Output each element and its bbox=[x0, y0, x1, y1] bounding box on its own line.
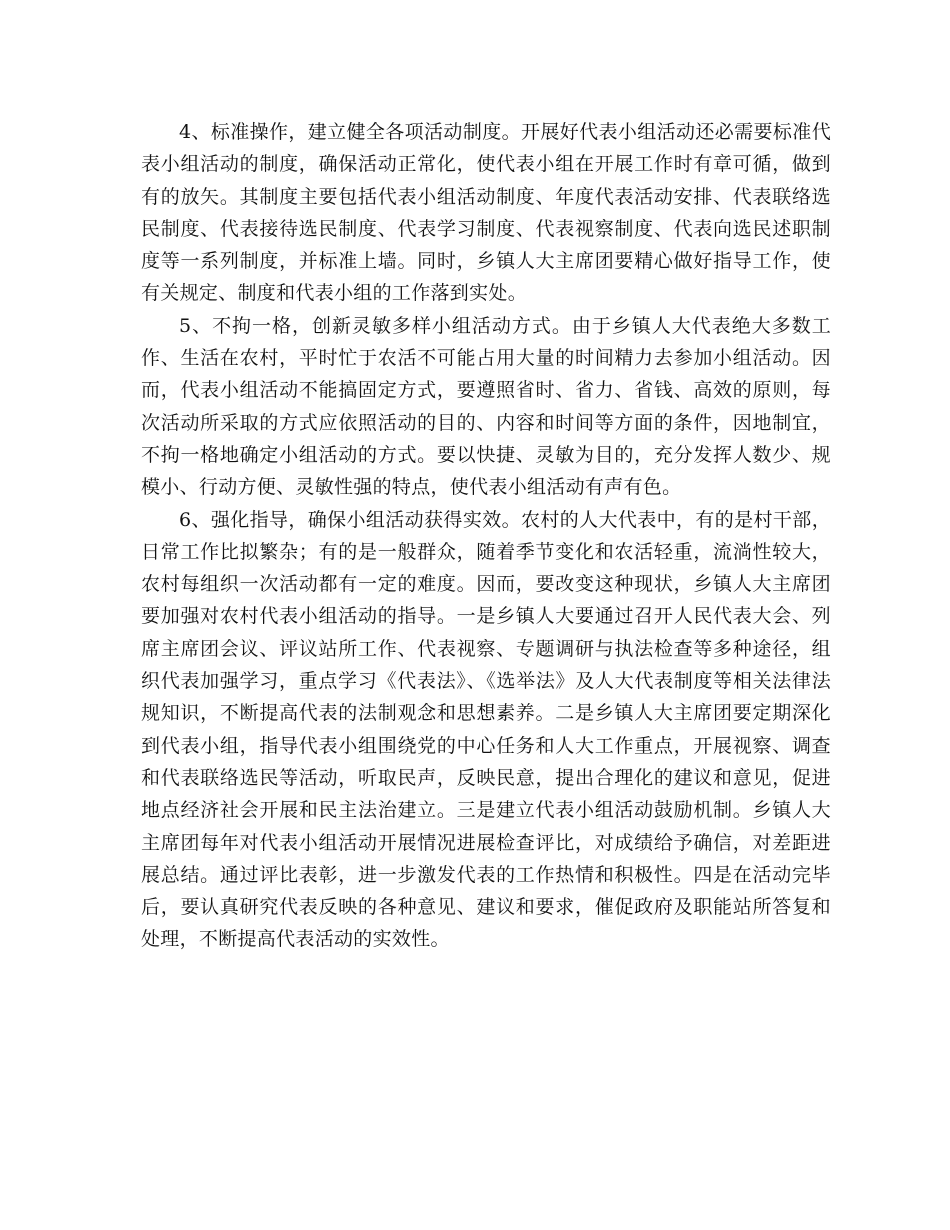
paragraph-5-flexible-activities: 5、不拘一格，创新灵敏多样小组活动方式。由于乡镇人大代表绝大多数工作、生活在农村，平时忙于农活不可能占用大量的时间精力去参加小组活动。因而，代表小组活动不能搞固定方式，要遵照省时、省力、省钱、高效的原则，每次活动所采取的方式应依照活动的目的、内容和时间等方面的条件，因地制宜，不拘一格地确定小组活动的方式。要以快捷、灵敏为目的，充分发挥人数少、规模小、行动方便、灵敏性强的特点，使代表小组活动有声有色。 bbox=[141, 314, 831, 499]
paragraph-4-standard-operation: 4、标准操作，建立健全各项活动制度。开展好代表小组活动还必需要标准代表小组活动的制度，确保活动正常化，使代表小组在开展工作时有章可循，做到有的放矢。其制度主要包括代表小组活动制度、年度代表活动安排、代表联络选民制度、代表接待选民制度、代表学习制度、代表视察制度、代表向选民述职制度等一系列制度，并标准上墙。同时，乡镇人大主席团要精心做好指导工作，使有关规定、制度和代表小组的工作落到实处。 bbox=[141, 121, 831, 305]
paragraph-6-strengthen-guidance: 6、强化指导，确保小组活动获得实效。农村的人大代表中，有的是村干部，日常工作比拟繁杂；有的是一般群众，随着季节变化和农活轻重，流淌性较大，农村每组织一次活动都有一定的难度。因而，要改变这种现状，乡镇人大主席团要加强对农村代表小组活动的指导。一是乡镇人大要通过召开人民代表大会、列席主席团会议、评议站所工作、代表视察、专题调研与执法检查等多种途径，组织代表加强学习，重点学习《代表法》、《选举法》及人大代表制度等相关法律法规知识，不断提高代表的法制观念和思想素养。二是乡镇人大主席团要定期深化到代表小组，指导代表小组围绕党的中心任务和人大工作重点，开展视察、调查和代表联络选民等活动，听取民声，反映民意，提出合理化的建议和意见，促进地点经济社会开展和民主法治建立。三是建立代表小组活动鼓励机制。乡镇人大主席团每年对代表小组活动开展情况进展检查评比，对成绩给予确信，对差距进展总结。通过评比表彰，进一步激发代表的工作热情和积极性。四是在活动完毕后，要认真研究代表反映的各种意见、建议和要求，催促政府及职能站所答复和处理，不断提高代表活动的实效性。 bbox=[141, 508, 831, 951]
document-page bbox=[141, 116, 831, 956]
